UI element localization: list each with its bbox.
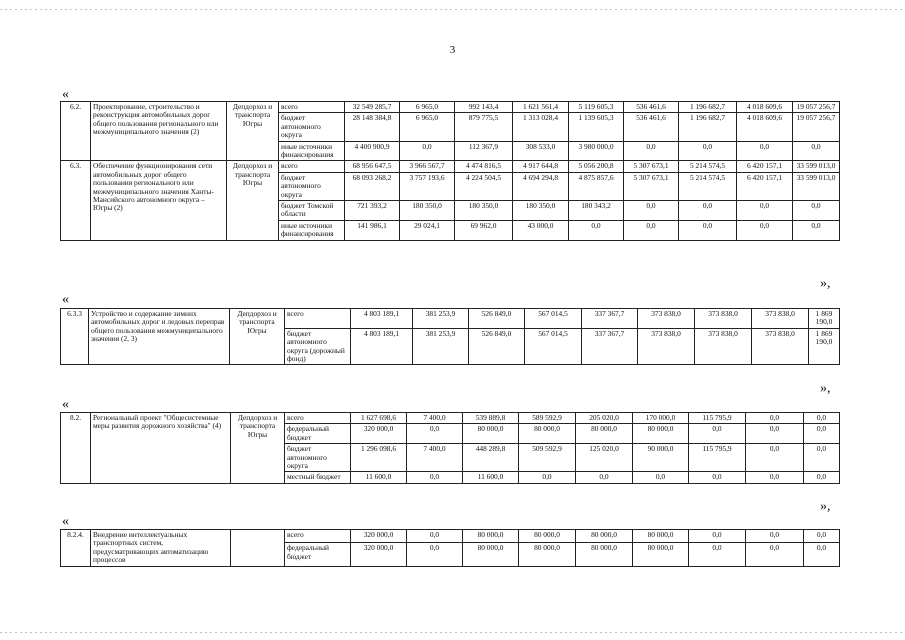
amount-cell: 5 119 605,3 [569,102,624,113]
table-block-3 [60,412,840,484]
amount-cell: 320 000,0 [351,424,407,444]
amount-cell: 1 869 190,0 [809,328,840,365]
measure-name: Устройство и содержание зимних автомобильных дорог и ледовых переправ общего пользования межмуниципального значения (2, 3) [89,309,230,365]
amount-cell: 80 000,0 [519,530,576,543]
amount-cell: 536 461,6 [624,102,679,113]
responsible-executor: Депдорхоз и транспорта Югры [231,413,285,484]
amount-cell: 205 020,0 [576,413,633,424]
amount-cell: 589 592,9 [519,413,576,424]
table-row [61,413,840,424]
table-block-4 [60,529,840,567]
amount-cell: 4 917 644,8 [513,161,569,172]
amount-cell: 180 343,2 [569,201,624,221]
amount-cell: 337 367,7 [582,328,638,365]
amount-cell: 0,0 [689,424,746,444]
amount-cell: 0,0 [746,530,804,543]
amount-cell: 0,0 [793,141,840,161]
amount-cell: 0,0 [679,201,737,221]
amount-cell: 5 214 574,5 [679,172,737,200]
funding-source: бюджет Томской области [279,201,345,221]
amount-cell: 0,0 [737,141,793,161]
funding-source: всего [285,530,351,543]
amount-cell: 29 024,1 [400,220,455,240]
amount-cell: 0,0 [400,141,455,161]
amount-cell: 5 307 673,1 [624,172,679,200]
amount-cell: 0,0 [804,530,840,543]
amount-cell: 4 694 294,8 [513,172,569,200]
row-code: 6.3. [61,161,91,240]
amount-cell: 0,0 [407,530,463,543]
amount-cell: 1 869 190,0 [809,309,840,329]
amount-cell: 373 838,0 [638,309,695,329]
amount-cell: 337 367,7 [582,309,638,329]
amount-cell: 43 000,0 [513,220,569,240]
page-number: 3 [449,44,456,56]
row-code: 8.2.4. [61,530,91,567]
amount-cell: 4 803 189,1 [351,309,413,329]
amount-cell: 879 775,5 [455,113,513,141]
measure-name: Проектирование, строительство и реконструкция автомобильных дорог общего пользования регионального или межмуниципального значения (2) [91,102,227,161]
amount-cell: 170 000,0 [633,413,689,424]
row-code: 6.2. [61,102,91,161]
funding-source: бюджет автономного округа [285,444,351,472]
measure-name: Внедрение интеллектуальных транспортных систем, предусматривающих автоматизацию процессов [91,530,231,567]
close-quote-1: », [820,276,831,291]
amount-cell: 5 056 200,8 [569,161,624,172]
amount-cell: 80 000,0 [463,530,519,543]
amount-cell: 1 196 682,7 [679,113,737,141]
amount-cell: 381 253,9 [413,328,469,365]
table-row [61,102,840,113]
amount-cell: 4 803 189,1 [351,328,413,365]
table-row [61,161,840,172]
amount-cell: 7 400,0 [407,444,463,472]
table-row [61,309,840,329]
amount-cell: 0,0 [679,220,737,240]
scan-edge-top [0,9,905,10]
amount-cell: 0,0 [804,543,840,566]
amount-cell: 0,0 [746,543,804,566]
amount-cell: 320 000,0 [351,530,407,543]
amount-cell: 28 148 384,8 [345,113,400,141]
amount-cell: 80 000,0 [576,543,633,566]
funding-source: всего [279,161,345,172]
close-quote-3: », [820,499,831,514]
amount-cell: 0,0 [689,543,746,566]
amount-cell: 33 599 013,0 [793,172,840,200]
amount-cell: 0,0 [569,220,624,240]
amount-cell: 6 420 157,1 [737,161,793,172]
amount-cell: 4 224 504,5 [455,172,513,200]
amount-cell: 0,0 [746,472,804,483]
amount-cell: 567 014,5 [525,309,582,329]
amount-cell: 0,0 [407,424,463,444]
amount-cell: 1 627 698,6 [351,413,407,424]
amount-cell: 373 838,0 [752,328,809,365]
funding-source: федеральный бюджет [285,424,351,444]
amount-cell: 539 889,8 [463,413,519,424]
amount-cell: 6 965,0 [400,113,455,141]
amount-cell: 0,0 [746,424,804,444]
amount-cell: 0,0 [633,472,689,483]
amount-cell: 5 307 673,1 [624,161,679,172]
amount-cell: 6 965,0 [400,102,455,113]
funding-source: иные источники финансирования [279,141,345,161]
amount-cell: 0,0 [804,424,840,444]
amount-cell: 80 000,0 [463,543,519,566]
amount-cell: 320 000,0 [351,543,407,566]
amount-cell: 0,0 [746,413,804,424]
amount-cell: 448 289,8 [463,444,519,472]
amount-cell: 0,0 [624,220,679,240]
amount-cell: 373 838,0 [695,328,752,365]
amount-cell: 373 838,0 [638,328,695,365]
amount-cell: 0,0 [746,444,804,472]
amount-cell: 115 795,9 [689,444,746,472]
amount-cell: 90 000,0 [633,444,689,472]
open-quote-3: « [62,397,69,412]
measure-name: Региональный проект "Общесистемные меры развития дорожного хозяйства" (4) [91,413,231,484]
amount-cell: 80 000,0 [519,543,576,566]
amount-cell: 536 461,6 [624,113,679,141]
amount-cell: 4 400 900,9 [345,141,400,161]
amount-cell: 0,0 [407,472,463,483]
amount-cell: 526 849,0 [469,309,525,329]
amount-cell: 567 014,5 [525,328,582,365]
row-code: 8.2. [61,413,91,484]
responsible-executor: Депдорхоз и транспорта Югры [227,161,279,240]
amount-cell: 373 838,0 [695,309,752,329]
amount-cell: 11 600,0 [463,472,519,483]
amount-cell: 4 018 609,6 [737,102,793,113]
amount-cell: 0,0 [407,543,463,566]
table-row [61,530,840,543]
amount-cell: 180 350,0 [400,201,455,221]
amount-cell: 0,0 [804,444,840,472]
amount-cell: 4 474 816,5 [455,161,513,172]
amount-cell: 0,0 [689,530,746,543]
amount-cell: 80 000,0 [463,424,519,444]
amount-cell: 4 875 857,6 [569,172,624,200]
amount-cell: 721 393,2 [345,201,400,221]
amount-cell: 1 296 098,6 [351,444,407,472]
amount-cell: 112 367,9 [455,141,513,161]
funding-source: федеральный бюджет [285,543,351,566]
funding-source: бюджет автономного округа (дорожный фонд) [285,328,351,365]
amount-cell: 0,0 [737,201,793,221]
amount-cell: 6 420 157,1 [737,172,793,200]
amount-cell: 180 350,0 [455,201,513,221]
amount-cell: 68 093 268,2 [345,172,400,200]
amount-cell: 80 000,0 [576,424,633,444]
amount-cell: 308 533,0 [513,141,569,161]
close-quote-2: », [820,381,831,396]
amount-cell: 373 838,0 [752,309,809,329]
measure-name: Обеспечение функционирования сети автомобильных дорог общего пользования регионального или межмуниципального значения Ханты-Мансийского автономного округа – Югры (2) [91,161,227,240]
amount-cell: 0,0 [679,141,737,161]
amount-cell: 3 757 193,6 [400,172,455,200]
amount-cell: 7 400,0 [407,413,463,424]
scan-edge-bottom [0,632,905,633]
amount-cell: 141 986,1 [345,220,400,240]
amount-cell: 0,0 [737,220,793,240]
amount-cell: 0,0 [804,472,840,483]
amount-cell: 4 018 609,6 [737,113,793,141]
amount-cell: 80 000,0 [576,530,633,543]
open-quote-4: « [62,514,69,529]
row-code: 6.3.3 [61,309,89,365]
amount-cell: 0,0 [793,201,840,221]
amount-cell: 0,0 [519,472,576,483]
amount-cell: 68 956 647,5 [345,161,400,172]
amount-cell: 1 313 028,4 [513,113,569,141]
amount-cell: 0,0 [689,472,746,483]
amount-cell: 381 253,9 [413,309,469,329]
table-block-2 [60,308,840,365]
amount-cell: 80 000,0 [633,530,689,543]
amount-cell: 526 849,0 [469,328,525,365]
amount-cell: 509 592,9 [519,444,576,472]
amount-cell: 33 599 013,0 [793,161,840,172]
funding-source: всего [279,102,345,113]
amount-cell: 0,0 [624,141,679,161]
amount-cell: 180 350,0 [513,201,569,221]
amount-cell: 0,0 [624,201,679,221]
amount-cell: 0,0 [793,220,840,240]
amount-cell: 19 057 256,7 [793,102,840,113]
amount-cell: 0,0 [576,472,633,483]
responsible-executor: Депдорхоз и транспорта Югры [230,309,285,365]
amount-cell: 3 966 567,7 [400,161,455,172]
amount-cell: 11 600,0 [351,472,407,483]
amount-cell: 80 000,0 [633,543,689,566]
amount-cell: 1 196 682,7 [679,102,737,113]
amount-cell: 1 621 561,4 [513,102,569,113]
funding-source: всего [285,413,351,424]
funding-source: всего [285,309,351,329]
amount-cell: 0,0 [804,413,840,424]
funding-source: иные источники финансирования [279,220,345,240]
funding-source: бюджет автономного округа [279,172,345,200]
responsible-executor: Депдорхоз и транспорта Югры [227,102,279,161]
amount-cell: 69 962,0 [455,220,513,240]
amount-cell: 19 057 256,7 [793,113,840,141]
amount-cell: 992 143,4 [455,102,513,113]
responsible-executor [231,530,285,567]
amount-cell: 115 795,9 [689,413,746,424]
funding-source: бюджет автономного округа [279,113,345,141]
amount-cell: 80 000,0 [519,424,576,444]
amount-cell: 125 020,0 [576,444,633,472]
amount-cell: 3 980 000,0 [569,141,624,161]
table-block-1 [60,101,840,241]
open-quote-2: « [62,292,69,307]
amount-cell: 1 139 605,3 [569,113,624,141]
open-quote-1: « [62,87,69,102]
amount-cell: 5 214 574,5 [679,161,737,172]
funding-source: местный бюджет [285,472,351,483]
amount-cell: 32 549 285,7 [345,102,400,113]
amount-cell: 80 000,0 [633,424,689,444]
